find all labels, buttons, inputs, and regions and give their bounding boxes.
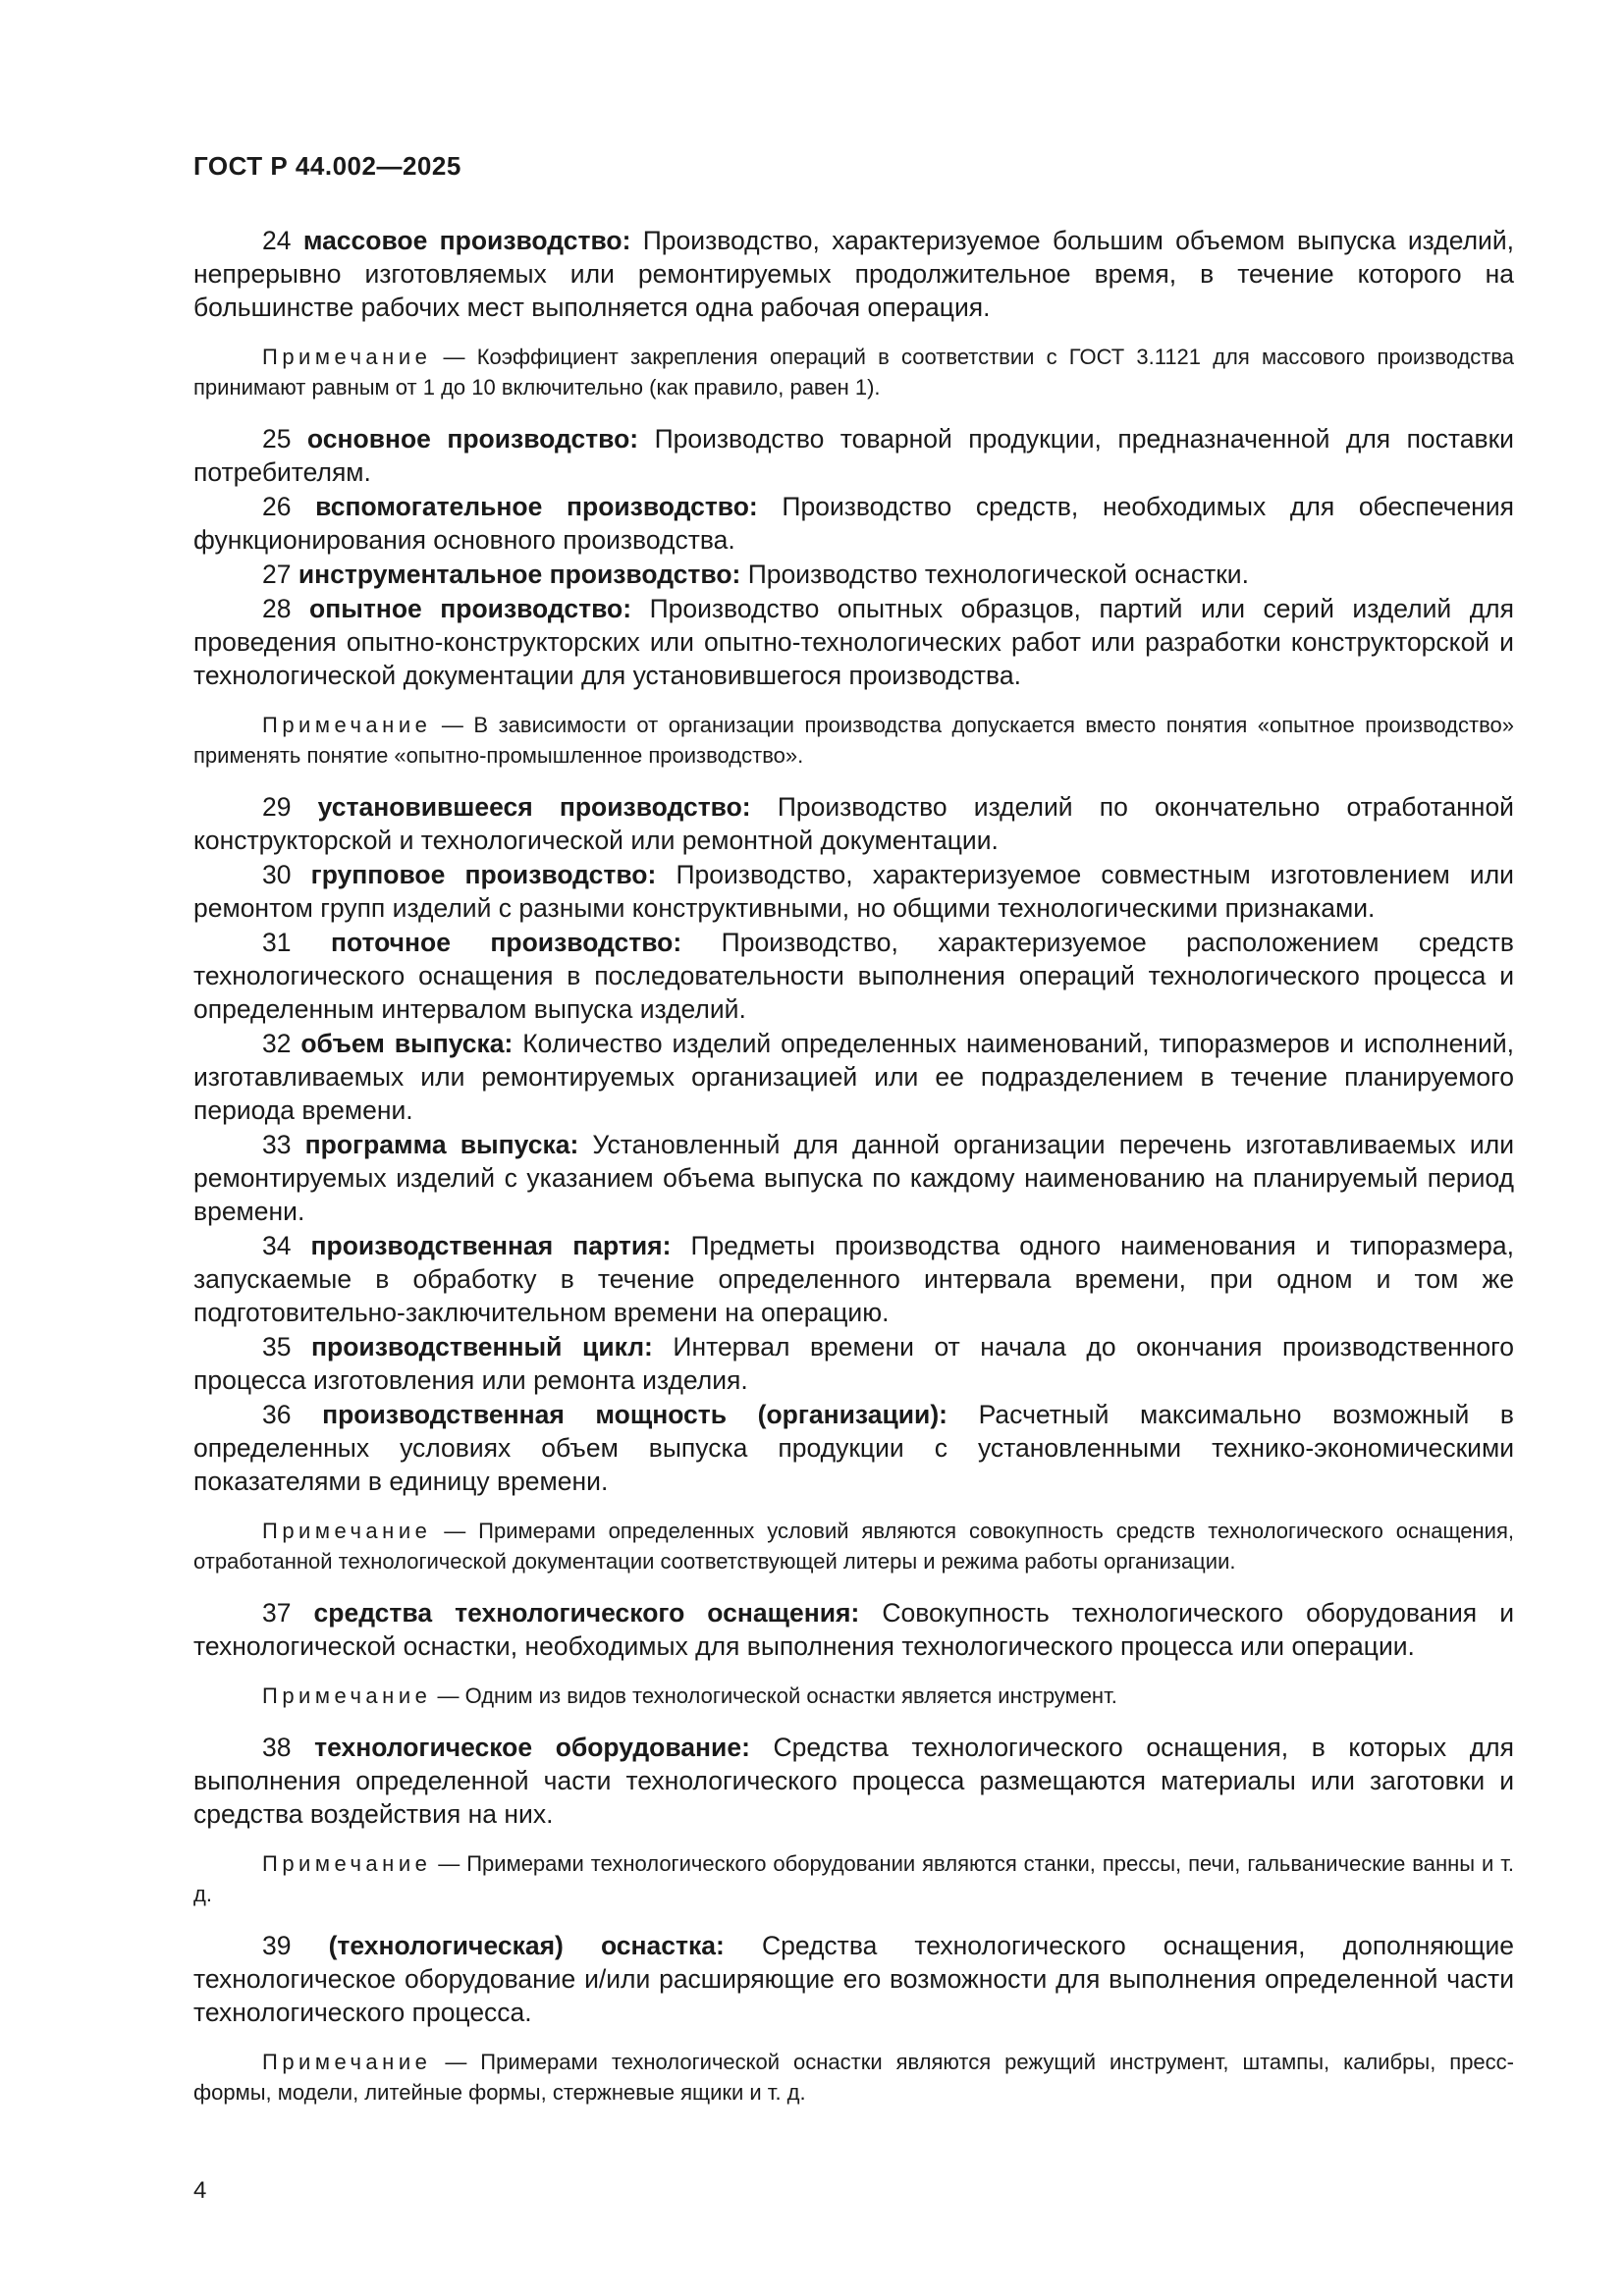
term-number: 30 (262, 860, 292, 889)
term-number: 34 (262, 1231, 292, 1260)
term-number: 36 (262, 1400, 292, 1429)
note-text: — В зависимости от организации производства допускается вместо понятия «опытное производство» применять понятие «опытно-промышленное производство». (193, 713, 1514, 768)
term-number: 28 (262, 594, 292, 623)
term-entry (193, 926, 1514, 1026)
terms-list (193, 224, 1514, 2127)
term-number: 37 (262, 1598, 292, 1628)
note-label: Примечание (262, 713, 432, 737)
term-number: 25 (262, 424, 292, 454)
term-entry (193, 1731, 1514, 1831)
term-definition: Установленный для данной организации перечень изготавливаемых или ремонтируемых изделий с указанием объема выпуска по каждому наименованию на планируемый период времени. (193, 1130, 1514, 1226)
term-name: производственная партия: (310, 1231, 672, 1260)
term-entry (193, 558, 1514, 591)
term-name: технологическое оборудование: (314, 1733, 750, 1762)
term-number: 35 (262, 1332, 292, 1362)
term-name: опытное производство: (309, 594, 632, 623)
term-number: 32 (262, 1029, 292, 1058)
term-number: 31 (262, 928, 292, 957)
term-number: 39 (262, 1931, 292, 1960)
term-entry (193, 422, 1514, 489)
note-label: Примечание (262, 345, 432, 369)
term-name: инструментальное производство: (298, 560, 741, 589)
note (193, 710, 1514, 771)
term-entry (193, 1229, 1514, 1329)
note (193, 1848, 1514, 1909)
term-definition: Средства технологического оснащения, в которых для выполнения определенной части технологического процесса размещаются материалы или заготовки и средства воздействия на них. (193, 1733, 1514, 1829)
note-label: Примечание (262, 1683, 432, 1708)
term-name: программа выпуска: (304, 1130, 579, 1159)
term-definition: Совокупность технологического оборудования и технологической оснастки, необходимых для выполнения технологического процесса или операции. (193, 1598, 1514, 1661)
term-name: поточное производство: (330, 928, 682, 957)
term-entry (193, 1929, 1514, 2029)
term-entry (193, 592, 1514, 692)
term-entry (193, 224, 1514, 324)
note-text: — Коэффициент закрепления операций в соответствии с ГОСТ 3.1121 для массового производства принимают равным от 1 до 10 включительно (как правило, равен 1). (193, 345, 1514, 400)
term-definition: Производство товарной продукции, предназначенной для поставки потребителям. (193, 424, 1514, 487)
term-entry (193, 1027, 1514, 1127)
term-definition: Производство изделий по окончательно отработанной конструкторской и технологической или ремонтной документации. (193, 792, 1514, 855)
term-number: 33 (262, 1130, 292, 1159)
note (193, 1681, 1514, 1711)
term-name: массовое производство: (302, 226, 631, 255)
term-entry (193, 1398, 1514, 1498)
term-number: 27 (262, 560, 292, 589)
term-name: групповое производство: (310, 860, 657, 889)
term-definition: Производство технологической оснастки. (747, 560, 1249, 589)
term-name: основное производство: (306, 424, 639, 454)
term-definition: Производство средств, необходимых для обеспечения функционирования основного производства. (193, 492, 1514, 555)
term-definition: Производство, характеризуемое большим объемом выпуска изделий, непрерывно изготовляемых или ремонтируемых продолжительное время, в течение которого на большинстве рабочих мест выполняется одна рабочая операция. (193, 226, 1514, 322)
term-name: производственная мощность (организации): (322, 1400, 947, 1429)
term-definition: Интервал времени от начала до окончания производственного процесса изготовления или ремонта изделия. (193, 1332, 1514, 1395)
term-definition: Расчетный максимально возможный в определенных условиях объем выпуска продукции с установленными технико-экономическими показателями в единицу времени. (193, 1400, 1514, 1496)
term-name: (технологическая) оснастка: (328, 1931, 725, 1960)
term-entry (193, 858, 1514, 925)
term-entry (193, 790, 1514, 857)
term-definition: Средства технологического оснащения, дополняющие технологическое оборудование и/или расширяющие его возможности для выполнения определенной части технологического процесса. (193, 1931, 1514, 2027)
note-text: — Одним из видов технологической оснастки является инструмент. (437, 1683, 1117, 1708)
note-label: Примечание (262, 1851, 432, 1876)
note-text: — Примерами технологического оборудовании являются станки, прессы, печи, гальванические ванны и т. д. (193, 1851, 1514, 1906)
term-definition: Производство опытных образцов, партий или серий изделий для проведения опытно-конструкторских или опытно-технологических работ или разработки конструкторской и технологической документации для установившегося производства. (193, 594, 1514, 690)
note-label: Примечание (262, 1519, 432, 1543)
note-text: — Примерами технологической оснастки являются режущий инструмент, штампы, калибры, пресс-формы, модели, литейные формы, стержневые ящики и т. д. (193, 2050, 1514, 2105)
note-label: Примечание (262, 2050, 432, 2074)
document-code-header: ГОСТ Р 44.002—2025 (193, 151, 461, 181)
term-name: объем выпуска: (300, 1029, 514, 1058)
term-number: 24 (262, 226, 292, 255)
term-number: 29 (262, 792, 292, 822)
term-name: средства технологического оснащения: (313, 1598, 860, 1628)
term-name: производственный цикл: (311, 1332, 653, 1362)
note (193, 2047, 1514, 2108)
note (193, 342, 1514, 402)
term-definition: Количество изделий определенных наименований, типоразмеров и исполнений, изготавливаемых или ремонтируемых организацией или ее подразделением в течение планируемого периода времени. (193, 1029, 1514, 1125)
note (193, 1516, 1514, 1576)
term-entry (193, 1330, 1514, 1397)
term-name: установившееся производство: (317, 792, 751, 822)
term-entry (193, 1128, 1514, 1228)
term-number: 38 (262, 1733, 292, 1762)
term-entry (193, 1596, 1514, 1663)
term-definition: Производство, характеризуемое расположением средств технологического оснащения в последовательности выполнения операций технологического процесса и определенным интервалом выпуска изделий. (193, 928, 1514, 1024)
term-entry (193, 490, 1514, 557)
page-number: 4 (193, 2177, 207, 2204)
note-text: — Примерами определенных условий являются совокупность средств технологического оснащения, отработанной технологической документации соответствующей литеры и режима работы организации. (193, 1519, 1514, 1574)
term-name: вспомогательное производство: (315, 492, 758, 521)
term-definition: Предметы производства одного наименования и типоразмера, запускаемые в обработку в течение определенного интервала времени, при одном и том же подготовительно-заключительном времени на операцию. (193, 1231, 1514, 1327)
term-definition: Производство, характеризуемое совместным изготовлением или ремонтом групп изделий с разными конструктивными, но общими технологическими признаками. (193, 860, 1514, 923)
term-number: 26 (262, 492, 292, 521)
